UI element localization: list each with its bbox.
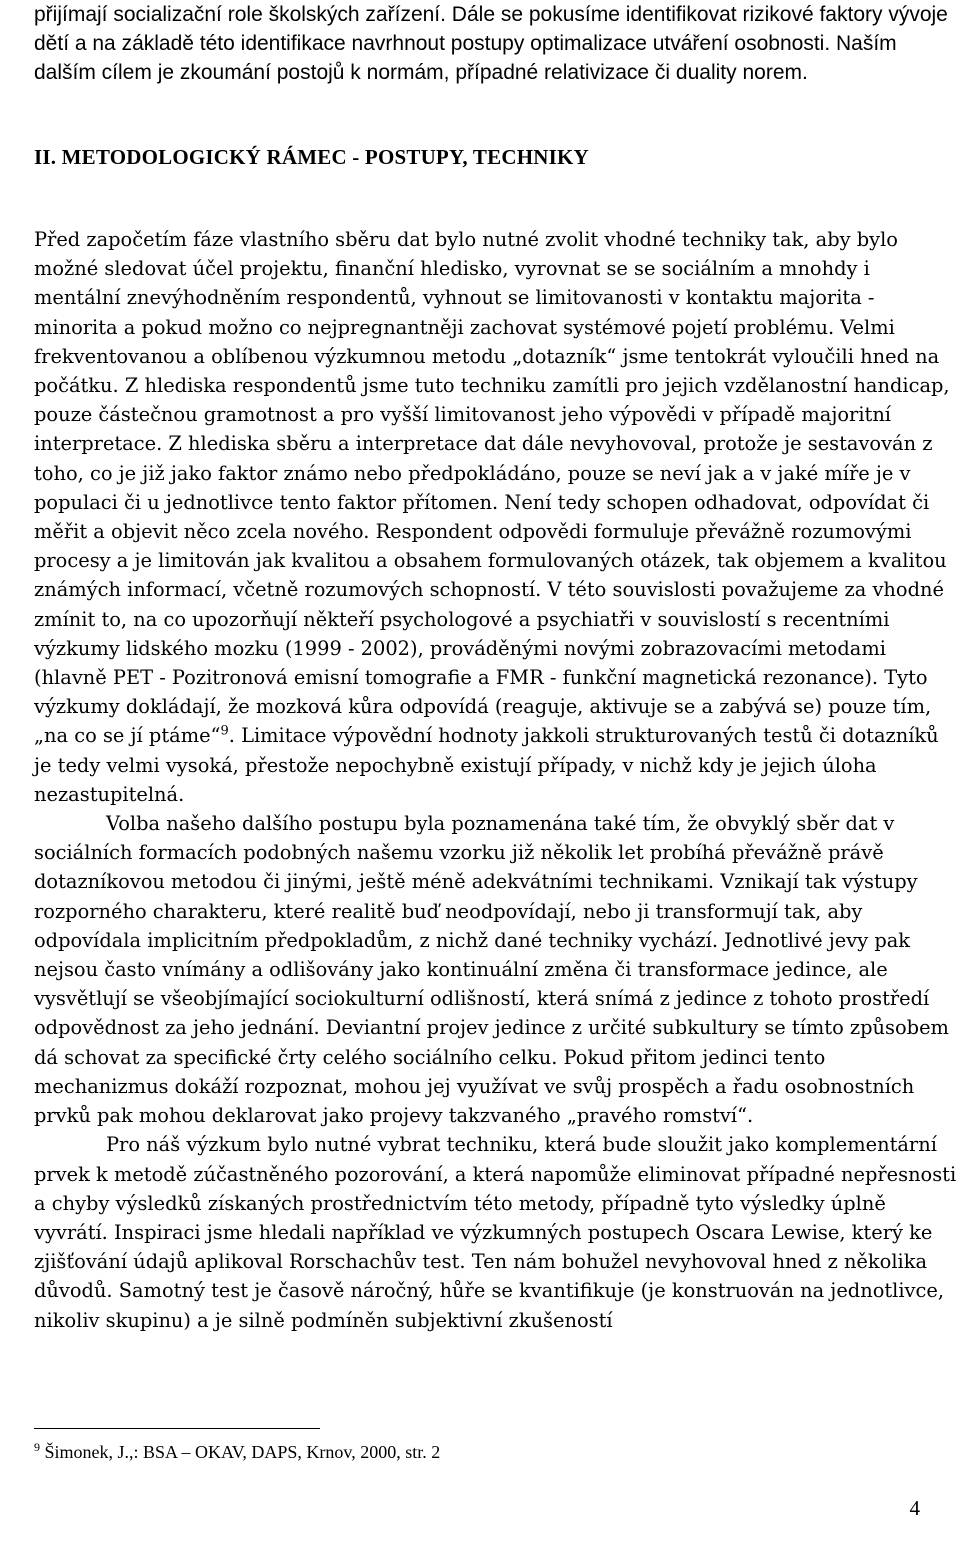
paragraph-technique: Pro náš výzkum bylo nutné vybrat techniku, která bude sloužit jako komplementární prvek k metodě zúčastněného pozorování, a která napomůže eliminovat případné nepřesnosti a chyby výsledků získaných prostřednictvím této metody, případně tyto výsledky úplně vyvrátí. Inspiraci jsme hledali například ve výzkumných postupech Oscara Lewise, který ke zjišťování údajů aplikoval Rorschachův test. Ten nám bohužel nevyhovoval hned z několika důvodů. Samotný test je časově náročný, hůře se kvantifikuje (je konstruován na jednotlivce, nikoliv skupinu) a je silně podmíněn subjektivní zkušeností — [34, 1133, 957, 1332]
footnote-text: Šimonek, J.,: BSA – OKAV, DAPS, Krnov, 2000, str. 2 — [40, 1442, 441, 1462]
footnote-number: 9 — [34, 1440, 40, 1454]
footnote-reference[interactable]: 9 — [220, 723, 229, 739]
page-number: 4 — [909, 1496, 920, 1520]
section-heading: II. METODOLOGICKÝ RÁMEC - POSTUPY, TECHNIKY — [34, 145, 589, 169]
paragraph-methodology — [34, 225, 960, 809]
paragraph-methodology-part-a: Před započetím fáze vlastního sběru dat bylo nutné zvolit vhodné techniky tak, aby bylo možné sledovat účel projektu, finanční hledisko, vyrovnat se se sociálním a mnohdy i mentální znevýhodněním respondentů, vyhnout se limitovanosti v kontaktu majorita - minorita a pokud možno co nejpregnantněji zachovat systémové pojetí problému. Velmi frekventovanou a oblíbenou výzkumnou metodu „dotazník“ jsme tentokrát vyloučili hned na počátku. Z hlediska respondentů jsme tuto techniku zamítli pro jejich vzdělanostní handicap, pouze částečnou gramotnost a pro vyšší limitovanost jeho výpovědi v případě majoritní interpretace. Z hlediska sběru a interpretace dat dále nevyhovoval, protože je sestavován z toho, co je již jako faktor známo nebo předpokládáno, pouze se neví jak a v jaké míře je v populaci či u jednotlivce tento faktor přítomen. Není tedy schopen odhadovat, odpovídat či měřit a objevit něco zcela nového. Respondent odpovědi formuluje převážně rozumovými procesy a je limitován jak kvalitou a obsahem formulovaných otázek, tak objemem a kvalitou známých informací, včetně rozumových schopností. V této souvislosti považujeme za vhodné zmínit to, na co upozorňují někteří psychologové a psychiatři v souvislostí s recentními výzkumy lidského mozku (1999 - 2002), prováděnými novými zobrazovacími metodami (hlavně PET - Pozitronová emisní tomografie a FMR - funkční magnetická rezonance). Tyto výzkumy dokládají, že mozková kůra odpovídá (reaguje, aktivuje se a zabývá se) pouze tím, „na co se jí ptáme“ — [34, 228, 950, 748]
document-page — [34, 0, 960, 1462]
paragraph-approach: Volba našeho dalšího postupu byla poznamenána také tím, že obvyklý sběr dat v sociálních formacích podobných našemu vzorku již několik let probíhá převážně právě dotazníkovou metodou či jinými, ještě méně adekvátními technikami. Vznikají tak výstupy rozporného charakteru, které realitě buď neodpovídají, nebo ji transformují tak, aby odpovídala implicitním předpokladům, z nichž dané techniky vychází. Jednotlivé jevy pak nejsou často vnímány a odlišovány jako kontinuální změna či transformace jedince, ale vysvětlují se všeobjímající sociokulturní odlišností, která snímá z jedince z tohoto prostředí odpovědnost za jeho jednání. Deviantní projev jedince z určité subkultury se tímto způsobem dá schovat za specifické črty celého sociálního celku. Pokud přitom jedinci tento mechanizmus dokáží rozpoznat, mohou jej využívat ve svůj prospěch a řadu osobnostních prvků pak mohou deklarovat jako projevy takzvaného „pravého romství“. — [34, 812, 949, 1128]
footnote — [34, 1440, 440, 1464]
intro-paragraph: přijímají socializační role školských zařízení. Dále se pokusíme identifikovat rizikové faktory vývoje dětí a na základě této identifikace navrhnout postupy optimalizace utváření osobnosti. Naším dalším cílem je zkoumání postojů k normám, případné relativizace či duality norem. — [34, 3, 948, 84]
footnote-separator — [34, 1428, 320, 1429]
paragraph-methodology-part-b: . Limitace výpovědní hodnoty jakkoli strukturovaných testů či dotazníků je tedy velmi vysoká, přestože nepochybně existují případy, v nichž kdy je jejich úloha nezastupitelná. — [34, 724, 939, 806]
